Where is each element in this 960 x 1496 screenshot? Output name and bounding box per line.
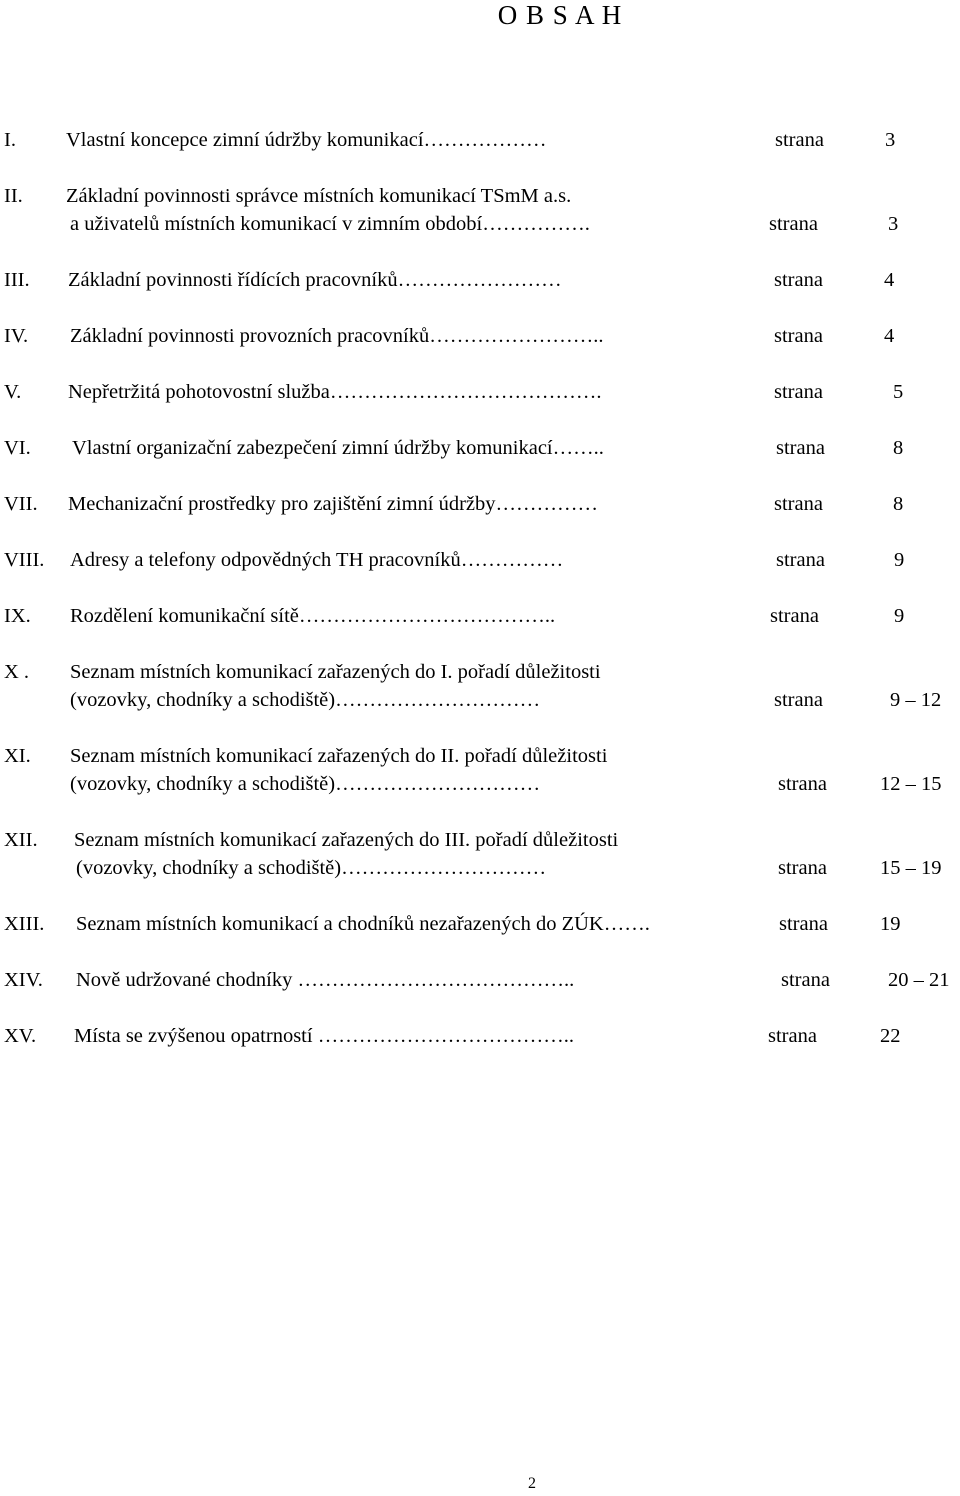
entry-title-line2: (vozovky, chodníky a schodiště)………………………… [70,689,541,711]
entry-title: Vlastní organizační zabezpečení zimní údržby komunikací…….. [72,437,604,459]
entry-strana-label: strana [774,325,823,347]
entry-page: 4 [884,269,895,291]
entry-strana-label: strana [769,213,818,235]
entry-title-line1: Seznam místních komunikací zařazených do II. pořadí důležitosti [70,745,608,767]
entry-page: 8 [893,437,904,459]
entry-page: 9 [894,605,905,627]
entry-number: XI. [4,745,31,767]
entry-page: 15 – 19 [880,857,942,879]
entry-strana-label: strana [778,773,827,795]
entry-number: II. [4,185,23,207]
entry-page: 22 [880,1025,901,1047]
entry-page: 5 [893,381,904,403]
entry-title: Nepřetržitá pohotovostní služba…………………………………. [68,381,602,403]
entry-title: Nově udržované chodníky ………………………………….. [76,969,575,991]
entry-title: Seznam místních komunikací a chodníků nezařazených do ZÚK……. [76,913,650,935]
entry-number: XIII. [4,913,45,935]
entry-strana-label: strana [774,381,823,403]
entry-page: 19 [880,913,901,935]
entry-title: Základní povinnosti provozních pracovníků…………………….. [70,325,604,347]
entry-strana-label: strana [775,129,824,151]
entry-title: Základní povinnosti řídících pracovníků…………………… [68,269,562,291]
entry-strana-label: strana [776,549,825,571]
entry-strana-label: strana [774,689,823,711]
entry-number: XII. [4,829,38,851]
entry-title: Mechanizační prostředky pro zajištění zimní údržby…………… [68,493,599,515]
footer-page-number: 2 [528,1475,536,1492]
entry-title-line1: Základní povinnosti správce místních komunikací TSmM a.s. [66,185,572,207]
entry-page: 4 [884,325,895,347]
entry-number: VIII. [4,549,45,571]
entry-page: 8 [893,493,904,515]
entry-number: IX. [4,605,31,627]
entry-title: Adresy a telefony odpovědných TH pracovníků…………… [70,549,564,571]
entry-strana-label: strana [770,605,819,627]
entry-number: X . [4,661,30,683]
entry-title: Vlastní koncepce zimní údržby komunikací……………… [66,129,547,151]
entry-title-line2: (vozovky, chodníky a schodiště)………………………… [70,773,541,795]
entry-title-line2: a uživatelů místních komunikací v zimním období……………. [70,213,590,235]
entry-page: 12 – 15 [880,773,942,795]
entry-number: III. [4,269,30,291]
entry-title: Rozdělení komunikační sítě……………………………….. [70,605,556,627]
entry-title: Místa se zvýšenou opatrností ……………………………….. [74,1025,574,1047]
entry-number: V. [4,381,22,403]
entry-title-line1: Seznam místních komunikací zařazených do I. pořadí důležitosti [70,661,601,683]
entry-number: XIV. [4,969,43,991]
entry-number: XV. [4,1025,37,1047]
entry-page: 3 [888,213,899,235]
document-title: O B S A H [497,0,623,30]
entry-strana-label: strana [778,857,827,879]
entry-strana-label: strana [776,437,825,459]
entry-strana-label: strana [774,269,823,291]
entry-page: 20 – 21 [888,969,950,991]
entry-page: 3 [885,129,896,151]
entry-strana-label: strana [779,913,828,935]
entry-title-line2: (vozovky, chodníky a schodiště)………………………… [76,857,547,879]
entry-number: VII. [4,493,38,515]
entry-strana-label: strana [774,493,823,515]
entry-strana-label: strana [781,969,830,991]
entry-page: 9 – 12 [890,689,942,711]
entry-number: IV. [4,325,29,347]
entry-page: 9 [894,549,905,571]
entry-number: VI. [4,437,31,459]
entry-strana-label: strana [768,1025,817,1047]
entry-number: I. [4,129,16,151]
entry-title-line1: Seznam místních komunikací zařazených do III. pořadí důležitosti [74,829,619,851]
